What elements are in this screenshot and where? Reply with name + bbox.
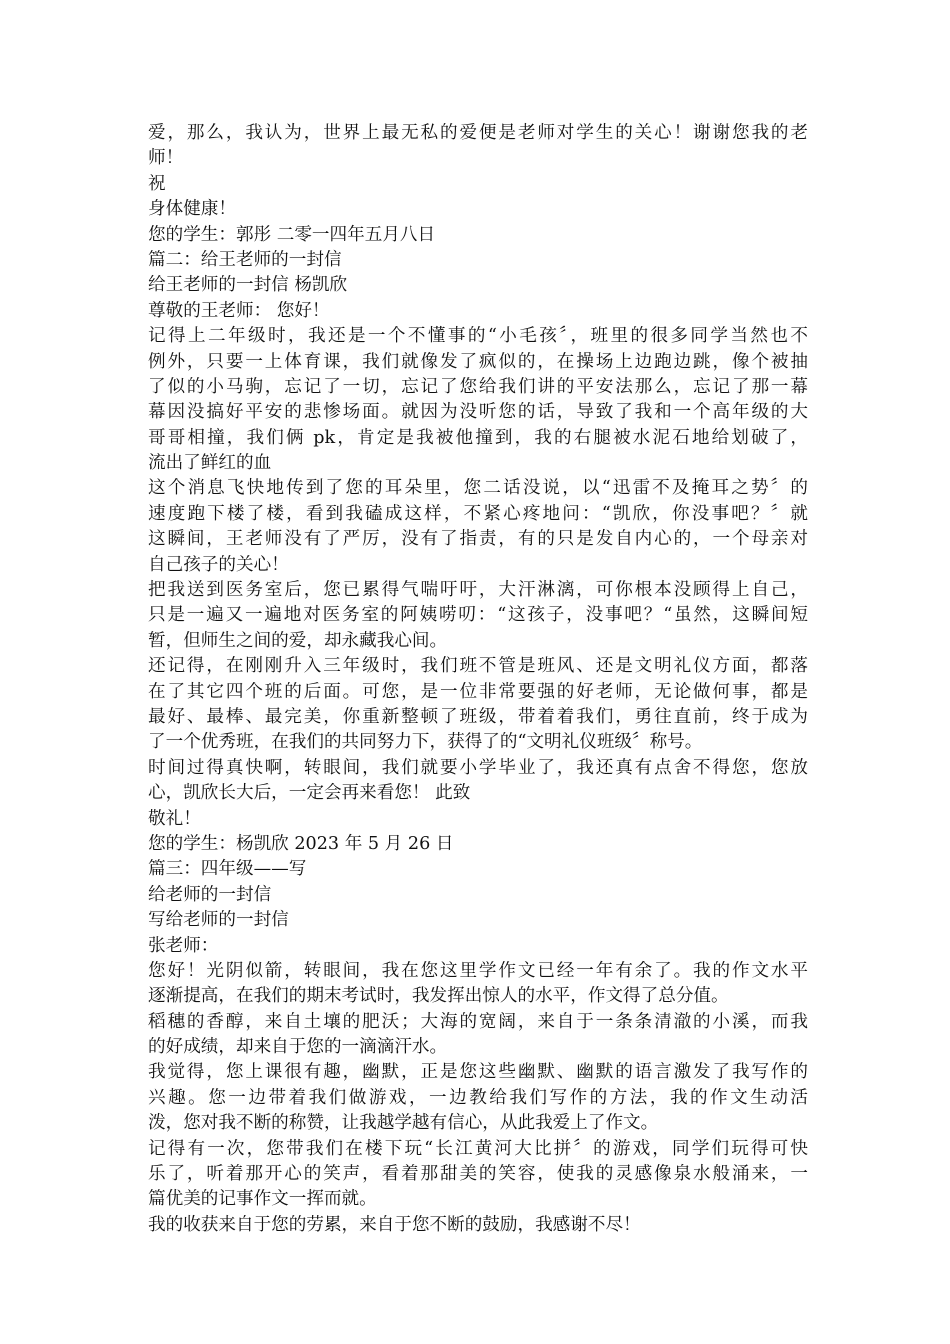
- text-line: 自己孩子的关心！: [148, 554, 289, 575]
- text-line: 您的学生：郭彤 二零一四年五月八日: [148, 224, 436, 245]
- document-body: [148, 121, 808, 1238]
- text-line: 我的收获来自于您的劳累，来自于您不断的鼓励，我感谢不尽！: [148, 1214, 641, 1235]
- text-line: 这个消息飞快地传到了您的耳朵里，您二话没说，以“迅雷不及掩耳之势〞的: [148, 478, 808, 499]
- text-line: 例外，只要一上体育课，我们就像发了疯似的，在操场上边跑边跳，像个被抽: [148, 351, 808, 372]
- text-line: 给王老师的一封信 杨凯欣: [148, 275, 348, 296]
- text-line: 流出了鲜红的血: [148, 453, 272, 474]
- text-line: 在了其它四个班的后面。可您，是一位非常要强的好老师，无论做何事，都是: [148, 681, 808, 702]
- text-line: 哥哥相撞，我们俩 pk，肯定是我被他撞到，我的右腿被水泥石地给划破了，: [148, 427, 808, 448]
- text-line: 身体健康！: [148, 199, 236, 220]
- text-line: 兴趣。您一边带着我们做游戏，一边教给我们写作的方法，我的作文生动活: [148, 1087, 808, 1108]
- text-line: 最好、最棒、最完美，你重新整顿了班级，带着着我们，勇往直前，终于成为: [148, 706, 808, 727]
- text-line: 篇优美的记事作文一挥而就。: [148, 1189, 377, 1210]
- text-line: 把我送到医务室后，您已累得气喘吁吁，大汗淋漓，可你根本没顾得上自己，: [148, 580, 808, 601]
- text-line: 这瞬间，王老师没有了严厉，没有了指责，有的只是发自内心的，一个母亲对: [148, 529, 808, 550]
- text-line: 篇三：四年级——写: [148, 859, 307, 880]
- text-line: 篇二：给王老师的一封信: [148, 249, 342, 270]
- text-line: 暂，但师生之间的爱，却永藏我心间。: [148, 630, 448, 651]
- text-line: 祝: [148, 173, 166, 194]
- text-line: 心，凯欣长大后，一定会再来看您！ 此致: [148, 783, 471, 804]
- text-line: 的好成绩，却来自于您的一滴滴汗水。: [148, 1037, 448, 1058]
- text-line: 我觉得，您上课很有趣，幽默，正是您这些幽默、幽默的语言激发了我写作的: [148, 1062, 808, 1083]
- text-line: 敬礼！: [148, 808, 201, 829]
- text-line: 师！: [148, 148, 184, 169]
- text-line: 了似的小马驹，忘记了一切，忘记了您给我们讲的平安法那么，忘记了那一幕: [148, 376, 808, 397]
- text-line: 爱，那么，我认为，世界上最无私的爱便是老师对学生的关心！谢谢您我的老: [148, 123, 808, 143]
- text-line: 给老师的一封信: [148, 884, 272, 905]
- text-line: 写给老师的一封信: [148, 910, 289, 931]
- text-line: 张老师：: [148, 935, 219, 956]
- text-line: 了一个优秀班，在我们的共同努力下，获得了的“文明礼仪班级〞称号。: [148, 732, 703, 753]
- text-line: 您的学生：杨凯欣 2023 年 5 月 26 日: [148, 833, 454, 854]
- text-line: 还记得，在刚刚升入三年级时，我们班不管是班风、还是文明礼仪方面，都落: [148, 656, 808, 677]
- text-line: 时间过得真快啊，转眼间，我们就要小学毕业了，我还真有点舍不得您，您放: [148, 757, 808, 778]
- text-line: 速度跑下楼了楼，看到我磕成这样，不紧心疼地问：“凯欣，你没事吧？〞就: [148, 503, 808, 524]
- text-line: 您好！光阴似箭，转眼间，我在您这里学作文已经一年有余了。我的作文水平: [148, 960, 808, 981]
- text-line: 逐渐提高，在我们的期末考试时，我发挥出惊人的水平，作文得了总分值。: [148, 986, 729, 1007]
- text-line: 尊敬的王老师： 您好！: [148, 300, 330, 321]
- text-line: 稻穗的香醇，来自土壤的肥沃；大海的宽阔，来自于一条条清澈的小溪，而我: [148, 1011, 808, 1032]
- text-line: 乐了，听着那开心的笑声，看着那甜美的笑容，使我的灵感像泉水般涌来，一: [148, 1164, 808, 1185]
- text-line: 泼，您对我不断的称赞，让我越学越有信心，从此我爱上了作文。: [148, 1113, 659, 1134]
- text-line: 幕因没搞好平安的悲惨场面。就因为没听您的话，导致了我和一个高年级的大: [148, 402, 808, 423]
- text-line: 记得有一次，您带我们在楼下玩“长江黄河大比拼〞的游戏，同学们玩得可快: [148, 1138, 808, 1159]
- text-line: 只是一遍又一遍地对医务室的阿姨唠叨：“这孩子，没事吧？“虽然，这瞬间短: [148, 605, 808, 626]
- text-line: 记得上二年级时，我还是一个不懂事的“小毛孩〞，班里的很多同学当然也不: [148, 326, 808, 347]
